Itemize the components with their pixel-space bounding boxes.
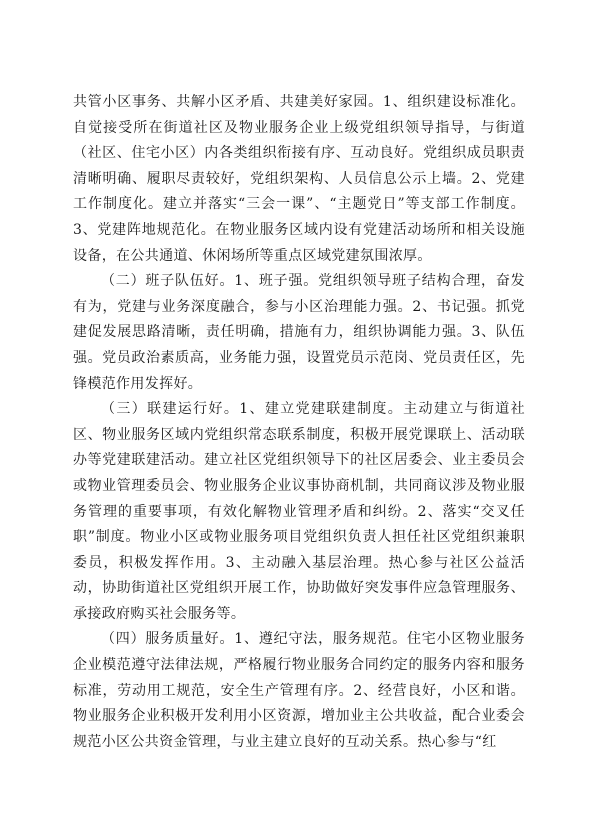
paragraph-continued: 共管小区事务、共解小区矛盾、共建美好家园。1、组织建设标准化。自觉接受所在街道社区及物业服务企业上级党组织领导指导，与街道（社区、住宅小区）内各类组织衔接有序、互动良好。党组织成员职责清晰明确、履职尽责较好，党组织架构、人员信息公示上墙。2、党建工作制度化。建立并落实“三会一课”、“主题党日”等支部工作制度。3、党建阵地规范化。在物业服务区域内设有党建活动场所和相关设施设备，在公共通道、休闲场所等重点区域党建氛围浓厚。 (73, 94, 525, 264)
paragraph-joint-building: （三）联建运行好。1、建立党建联建制度。主动建立与街道社区、物业服务区域内党组织常态联系制度，积极开展党课联上、活动联办等党建联建活动。建立社区党组织领导下的社区居委会、业主委员会或物业管理委员会、物业服务企业议事协商机制，共同商议涉及物业服务管理的重要事项，有效化解物业管理矛盾和纠纷。2、落实“交叉任职”制度。物业小区或物业服务项目党组织负责人担任社区党组织兼职委员，积极发挥作用。3、主动融入基层治理。热心参与社区公益活动，协助街道社区党组织开展工作，协助做好突发事件应急管理服务、承接政府购买社会服务等。 (73, 401, 525, 622)
document-body (73, 90, 525, 755)
paragraph-service-quality: （四）服务质量好。1、遵纪守法，服务规范。住宅小区物业服务企业模范遵守法律法规，严格履行物业服务合同约定的服务内容和服务标准，劳动用工规范，安全生产管理有序。2、经营良好，小区和谐。物业服务企业积极开发利用小区资源，增加业主公共收益，配合业委会规范小区公共资金管理，与业主建立良好的互动关系。热心参与“红 (73, 631, 525, 750)
paragraph-team-quality: （二）班子队伍好。1、班子强。党组织领导班子结构合理，奋发有为，党建与业务深度融合，参与小区治理能力强。2、书记强。抓党建促发展思路清晰，责任明确，措施有力，组织协调能力强。3、队伍强。党员政治素质高，业务能力强，设置党员示范岗、党员责任区，先锋模范作用发挥好。 (73, 273, 525, 392)
